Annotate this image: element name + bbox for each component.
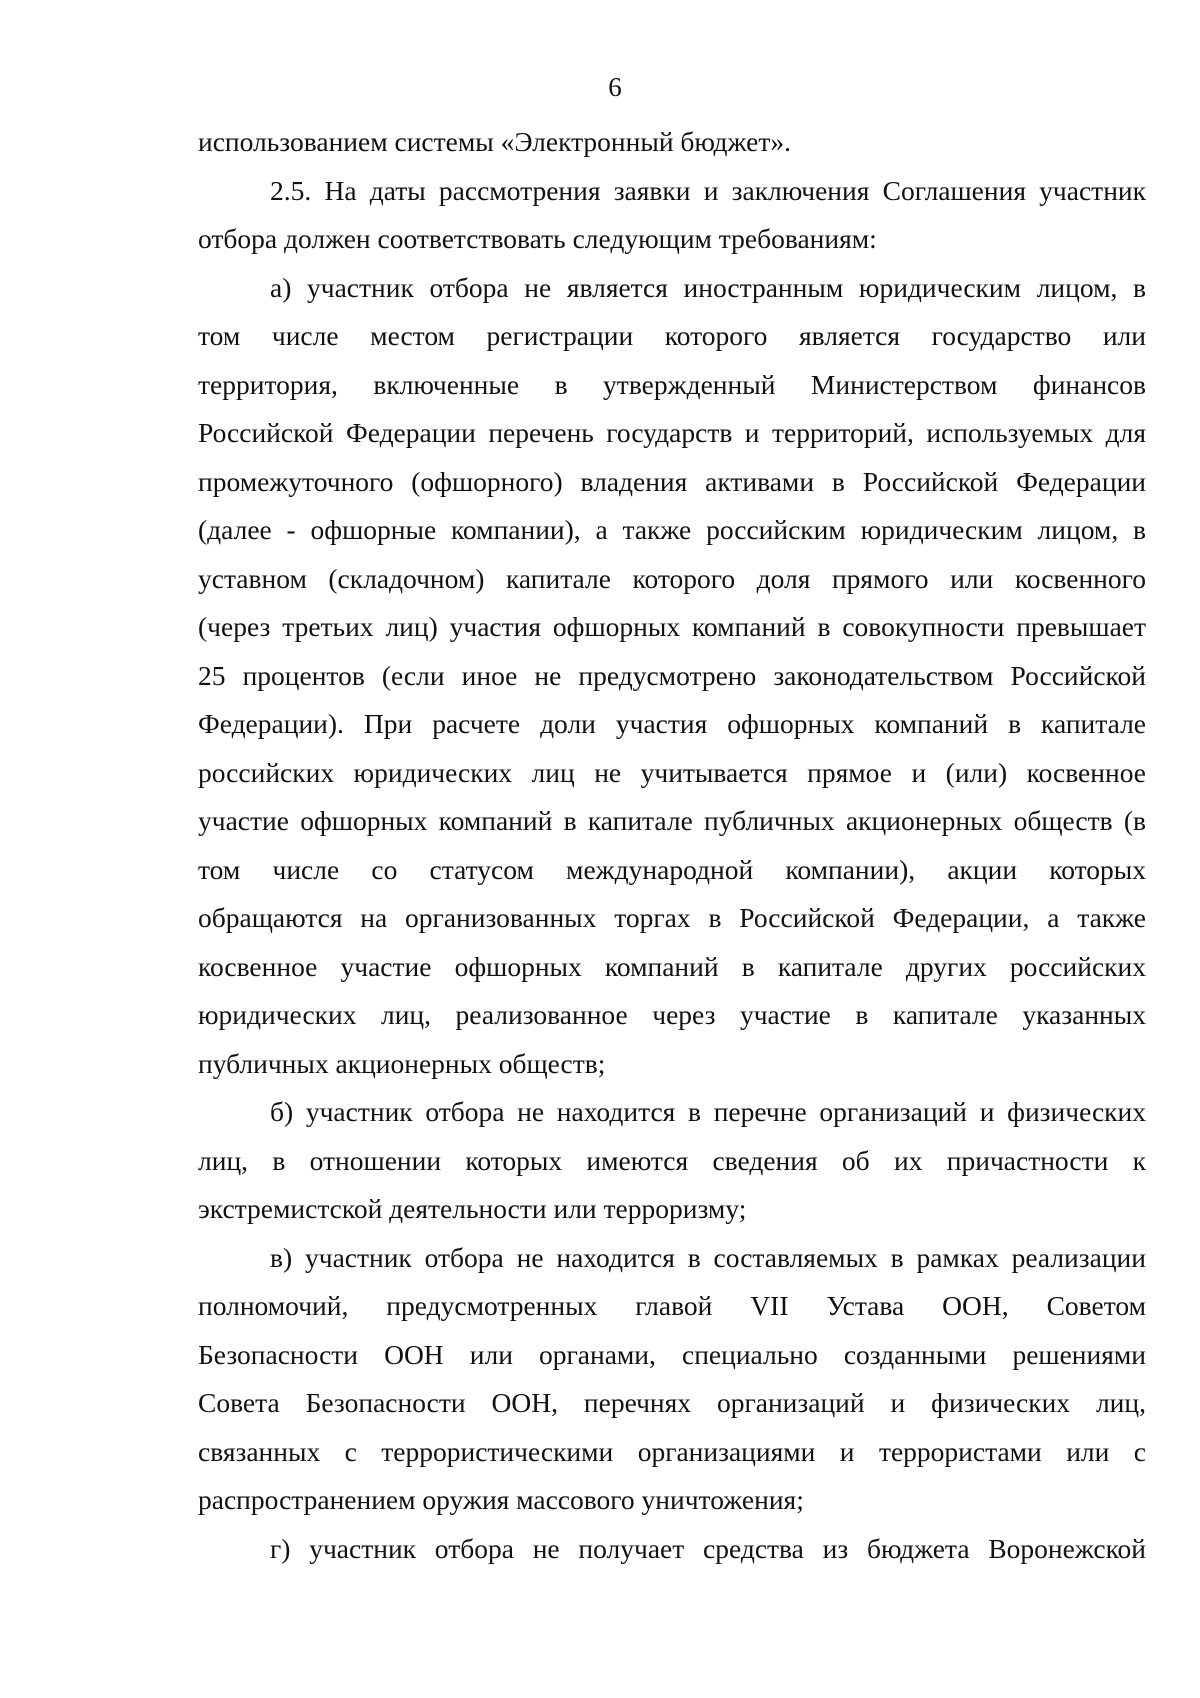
text-line: распространением оружия массового уничтожения;	[198, 1484, 804, 1515]
paragraph-first-line: 2.5. На даты рассмотрения заявки и заключения Соглашения участник	[270, 174, 1146, 206]
text-line: Федерации). При расчете доли участия офшорных компаний в капитале	[198, 708, 1146, 739]
text-line: использованием системы «Электронный бюджет».	[198, 126, 792, 157]
text-line: юридических лиц, реализованное через участие в капитале указанных	[198, 999, 1146, 1030]
text-line: отбора должен соответствовать следующим требованиям:	[198, 223, 877, 254]
text-line: Безопасности ООН или органами, специально созданными решениями	[198, 1338, 1146, 1370]
text-line: уставном (складочном) капитале которого доля прямого или косвенного	[198, 562, 1146, 594]
text-line: российских юридических лиц не учитывается прямое и (или) косвенное	[198, 756, 1146, 788]
paragraph-first-line: б) участник отбора не находится в перечне организаций и физических	[270, 1096, 1146, 1127]
text-line: том числе со статусом международной компании), акции которых	[198, 853, 1146, 885]
text-line: лиц, в отношении которых имеются сведения об их причастности к	[198, 1144, 1146, 1176]
text-line: публичных акционерных обществ;	[198, 1047, 606, 1079]
text-line: (далее - офшорные компании), а также российским юридическим лицом, в	[198, 514, 1146, 545]
document-body	[198, 118, 1146, 1573]
text-line: Российской Федерации перечень государств и территорий, используемых для	[198, 417, 1146, 448]
page-number: 6	[608, 72, 622, 102]
text-line: территория, включенные в утвержденный Министерством финансов	[198, 368, 1146, 400]
text-line: Совета Безопасности ООН, перечнях организаций и физических лиц,	[198, 1387, 1146, 1418]
paragraph-first-line: в) участник отбора не находится в составляемых в рамках реализации	[270, 1241, 1146, 1273]
text-line: косвенное участие офшорных компаний в капитале других российских	[198, 950, 1146, 982]
text-line: том числе местом регистрации которого является государство или	[198, 320, 1146, 351]
text-line: участие офшорных компаний в капитале публичных акционерных обществ (в	[198, 805, 1146, 836]
text-line: обращаются на организованных торгах в Российской Федерации, а также	[198, 902, 1146, 933]
paragraph-first-line: г) участник отбора не получает средства из бюджета Воронежской	[270, 1532, 1146, 1564]
text-line: промежуточного (офшорного) владения активами в Российской Федерации	[198, 465, 1146, 497]
text-line: (через третьих лиц) участия офшорных компаний в совокупности превышает	[198, 611, 1146, 642]
text-line: полномочий, предусмотренных главой VII Устава ООН, Советом	[198, 1290, 1146, 1321]
text-line: 25 процентов (если иное не предусмотрено законодательством Российской	[198, 659, 1146, 691]
paragraph-first-line: а) участник отбора не является иностранным юридическим лицом, в	[270, 271, 1146, 303]
text-line: экстремистской деятельности или терроризму;	[198, 1193, 747, 1224]
text-line: связанных с террористическими организациями и террористами или с	[198, 1435, 1146, 1467]
